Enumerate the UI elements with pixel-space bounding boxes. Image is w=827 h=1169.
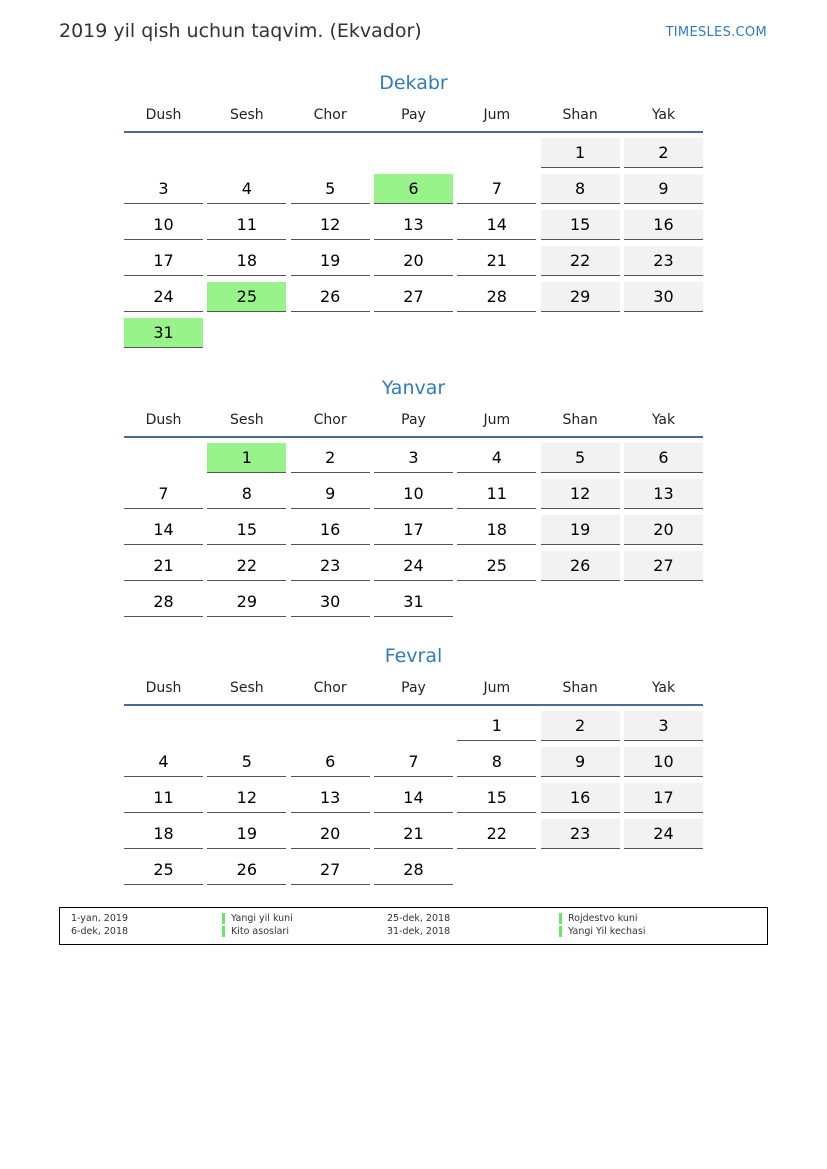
weekday-header — [124, 410, 703, 438]
legend-holiday-name: Yangi Yil kechasi — [559, 926, 645, 937]
day-cell: 5 — [541, 443, 620, 473]
weekday-label: Dush — [145, 107, 182, 123]
month-title: Yanvar — [381, 377, 446, 399]
day-cell: 18 — [457, 515, 536, 545]
weekday-label: Sesh — [229, 680, 264, 696]
day-cell: 11 — [207, 210, 286, 240]
empty-cell — [207, 318, 286, 348]
day-cell: 3 — [124, 174, 203, 204]
empty-cell — [541, 855, 620, 885]
day-cell: 24 — [374, 551, 453, 581]
day-cell: 25 — [457, 551, 536, 581]
weekday-label: Chor — [313, 107, 347, 123]
day-cell: 13 — [624, 479, 703, 509]
weekday-label: Chor — [313, 412, 347, 428]
weekday-label: Yak — [651, 680, 676, 696]
day-cell: 14 — [457, 210, 536, 240]
day-cell: 10 — [124, 210, 203, 240]
week-row — [124, 587, 703, 623]
weekday-label: Dush — [145, 680, 182, 696]
weekday-header — [124, 105, 703, 133]
day-cell: 23 — [291, 551, 370, 581]
day-cell: 25 — [124, 855, 203, 885]
week-row — [124, 551, 703, 587]
legend-date: 6-dek, 2018 — [71, 926, 129, 937]
empty-cell — [541, 318, 620, 348]
day-cell: 6 — [624, 443, 703, 473]
day-cell: 9 — [291, 479, 370, 509]
day-cell: 8 — [457, 747, 536, 777]
day-cell: 26 — [541, 551, 620, 581]
weekday-label: Pay — [401, 412, 426, 428]
empty-cell — [291, 138, 370, 168]
month-december — [124, 71, 703, 354]
empty-cell — [624, 587, 703, 617]
day-cell: 13 — [374, 210, 453, 240]
week-row — [124, 282, 703, 318]
empty-cell — [457, 138, 536, 168]
day-cell: 4 — [124, 747, 203, 777]
month-grid — [124, 438, 703, 623]
week-row — [124, 855, 703, 891]
weekday-label: Shan — [562, 412, 598, 428]
empty-cell — [374, 711, 453, 741]
legend-row — [60, 926, 767, 939]
day-cell: 10 — [374, 479, 453, 509]
weekday-label: Jum — [483, 680, 511, 696]
legend-holiday-name: Rojdestvo kuni — [559, 913, 638, 924]
day-cell: 2 — [541, 711, 620, 741]
day-cell: 24 — [124, 282, 203, 312]
week-row — [124, 174, 703, 210]
month-grid — [124, 706, 703, 891]
legend-date: 31-dek, 2018 — [387, 926, 451, 937]
weekday-label: Pay — [401, 680, 426, 696]
weekday-label: Pay — [401, 107, 426, 123]
empty-cell — [624, 318, 703, 348]
day-cell: 26 — [207, 855, 286, 885]
day-cell: 10 — [624, 747, 703, 777]
day-cell: 11 — [124, 783, 203, 813]
day-cell: 1 — [457, 711, 536, 741]
page-title: 2019 yil qish uchun taqvim. (Ekvador) — [59, 20, 422, 42]
holiday-legend — [59, 907, 768, 945]
day-cell: 21 — [374, 819, 453, 849]
week-row — [124, 711, 703, 747]
month-title: Dekabr — [379, 72, 448, 94]
empty-cell — [124, 443, 203, 473]
weekday-label: Sesh — [229, 107, 264, 123]
day-cell: 25 — [207, 282, 286, 312]
day-cell: 20 — [291, 819, 370, 849]
day-cell: 2 — [291, 443, 370, 473]
month-grid — [124, 133, 703, 354]
empty-cell — [624, 855, 703, 885]
weekday-label: Shan — [562, 107, 598, 123]
day-cell: 1 — [541, 138, 620, 168]
day-cell: 6 — [374, 174, 453, 204]
week-row — [124, 138, 703, 174]
empty-cell — [207, 711, 286, 741]
site-link[interactable]: TIMESLES.COM — [665, 25, 767, 40]
week-row — [124, 479, 703, 515]
day-cell: 13 — [291, 783, 370, 813]
week-row — [124, 318, 703, 354]
weekday-label: Yak — [651, 107, 676, 123]
day-cell: 27 — [374, 282, 453, 312]
empty-cell — [374, 138, 453, 168]
day-cell: 29 — [207, 587, 286, 617]
empty-cell — [457, 855, 536, 885]
weekday-header — [124, 678, 703, 706]
legend-holiday-name: Kito asoslari — [222, 926, 289, 937]
day-cell: 6 — [291, 747, 370, 777]
day-cell: 16 — [291, 515, 370, 545]
weekday-label: Sesh — [229, 412, 264, 428]
day-cell: 7 — [124, 479, 203, 509]
day-cell: 7 — [457, 174, 536, 204]
weekday-label: Jum — [483, 412, 511, 428]
day-cell: 29 — [541, 282, 620, 312]
legend-date: 25-dek, 2018 — [387, 913, 451, 924]
day-cell: 11 — [457, 479, 536, 509]
day-cell: 7 — [374, 747, 453, 777]
month-february — [124, 644, 703, 891]
weekday-label: Shan — [562, 680, 598, 696]
legend-date: 1-yan, 2019 — [71, 913, 128, 924]
day-cell: 23 — [624, 246, 703, 276]
week-row — [124, 819, 703, 855]
day-cell: 19 — [207, 819, 286, 849]
day-cell: 17 — [624, 783, 703, 813]
day-cell: 5 — [291, 174, 370, 204]
day-cell: 12 — [207, 783, 286, 813]
empty-cell — [541, 587, 620, 617]
day-cell: 27 — [291, 855, 370, 885]
day-cell: 4 — [457, 443, 536, 473]
day-cell: 1 — [207, 443, 286, 473]
day-cell: 8 — [207, 479, 286, 509]
week-row — [124, 443, 703, 479]
day-cell: 15 — [457, 783, 536, 813]
empty-cell — [124, 138, 203, 168]
empty-cell — [457, 587, 536, 617]
day-cell: 18 — [207, 246, 286, 276]
day-cell: 19 — [291, 246, 370, 276]
empty-cell — [457, 318, 536, 348]
week-row — [124, 246, 703, 282]
day-cell: 26 — [291, 282, 370, 312]
empty-cell — [207, 138, 286, 168]
week-row — [124, 783, 703, 819]
empty-cell — [374, 318, 453, 348]
day-cell: 22 — [457, 819, 536, 849]
day-cell: 28 — [374, 855, 453, 885]
day-cell: 17 — [124, 246, 203, 276]
day-cell: 12 — [541, 479, 620, 509]
day-cell: 24 — [624, 819, 703, 849]
day-cell: 14 — [124, 515, 203, 545]
month-january — [124, 376, 703, 623]
day-cell: 31 — [374, 587, 453, 617]
empty-cell — [291, 711, 370, 741]
weekday-label: Yak — [651, 412, 676, 428]
day-cell: 22 — [541, 246, 620, 276]
day-cell: 28 — [124, 587, 203, 617]
day-cell: 2 — [624, 138, 703, 168]
month-title: Fevral — [384, 645, 443, 667]
day-cell: 20 — [624, 515, 703, 545]
empty-cell — [124, 711, 203, 741]
day-cell: 21 — [124, 551, 203, 581]
day-cell: 16 — [541, 783, 620, 813]
day-cell: 17 — [374, 515, 453, 545]
day-cell: 12 — [291, 210, 370, 240]
week-row — [124, 747, 703, 783]
day-cell: 15 — [207, 515, 286, 545]
day-cell: 3 — [624, 711, 703, 741]
empty-cell — [291, 318, 370, 348]
day-cell: 23 — [541, 819, 620, 849]
day-cell: 8 — [541, 174, 620, 204]
day-cell: 9 — [624, 174, 703, 204]
day-cell: 14 — [374, 783, 453, 813]
week-row — [124, 515, 703, 551]
day-cell: 5 — [207, 747, 286, 777]
day-cell: 4 — [207, 174, 286, 204]
day-cell: 31 — [124, 318, 203, 348]
day-cell: 30 — [624, 282, 703, 312]
day-cell: 3 — [374, 443, 453, 473]
day-cell: 28 — [457, 282, 536, 312]
day-cell: 30 — [291, 587, 370, 617]
day-cell: 15 — [541, 210, 620, 240]
day-cell: 21 — [457, 246, 536, 276]
weekday-label: Chor — [313, 680, 347, 696]
weekday-label: Jum — [483, 107, 511, 123]
day-cell: 27 — [624, 551, 703, 581]
day-cell: 9 — [541, 747, 620, 777]
day-cell: 18 — [124, 819, 203, 849]
day-cell: 22 — [207, 551, 286, 581]
day-cell: 19 — [541, 515, 620, 545]
day-cell: 16 — [624, 210, 703, 240]
day-cell: 20 — [374, 246, 453, 276]
legend-holiday-name: Yangi yil kuni — [222, 913, 293, 924]
weekday-label: Dush — [145, 412, 182, 428]
legend-row — [60, 913, 767, 926]
week-row — [124, 210, 703, 246]
